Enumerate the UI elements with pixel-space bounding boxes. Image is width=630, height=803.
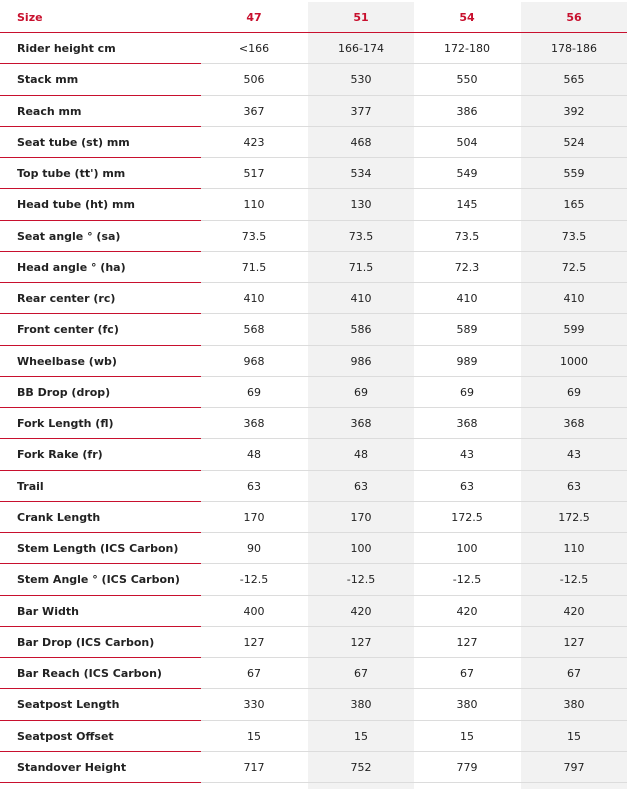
row-value: 73.5 [241, 229, 267, 243]
row-value: 1000 [560, 354, 588, 368]
row-value: 69 [247, 385, 261, 399]
row-value: 549 [456, 167, 478, 180]
row-value: 506 [243, 73, 265, 87]
row-value: 48 [354, 448, 368, 462]
row-value: 410 [350, 292, 372, 305]
table-row [0, 408, 630, 439]
row-label: Seatpost Offset [17, 729, 114, 743]
row-value: 524 [563, 135, 585, 149]
row-value: 568 [243, 323, 265, 337]
row-value: 380 [563, 698, 585, 712]
row-value: 63 [354, 479, 368, 493]
row-value: 48 [247, 448, 261, 462]
row-value: 100 [350, 542, 372, 555]
table-row [0, 658, 630, 689]
row-divider-values [201, 782, 627, 783]
row-label: Front center (fc) [17, 323, 119, 337]
row-label: Stem Angle ° (ICS Carbon) [17, 573, 180, 587]
row-value: 779 [456, 760, 478, 774]
row-value: 166-174 [338, 42, 384, 55]
row-value: 72.5 [561, 260, 587, 274]
row-value: 110 [563, 542, 585, 555]
row-label: Head tube (ht) mm [17, 198, 135, 212]
table-row [0, 314, 630, 345]
row-value: 67 [354, 667, 368, 680]
row-value: 410 [243, 292, 265, 305]
table-row [0, 64, 630, 95]
row-value: 178-186 [551, 42, 597, 55]
table-row [0, 471, 630, 502]
row-value: 550 [456, 73, 478, 87]
row-value: 380 [456, 698, 478, 712]
row-label: Seat tube (st) mm [17, 135, 130, 149]
row-label: Top tube (tt') mm [17, 167, 126, 180]
row-value: 367 [243, 104, 265, 118]
row-label: Trail [17, 479, 44, 493]
row-value: 589 [456, 323, 478, 337]
row-value: 586 [350, 323, 372, 337]
row-value: 752 [350, 760, 372, 774]
row-label: Seat angle ° (sa) [17, 229, 121, 243]
row-value: 100 [456, 542, 478, 555]
row-value: 127 [243, 635, 265, 649]
row-value: 69 [567, 385, 581, 399]
row-value: 420 [563, 604, 585, 618]
table-row [0, 158, 630, 189]
row-value: 517 [243, 167, 265, 180]
row-value: 69 [460, 385, 474, 399]
row-value: 43 [567, 448, 581, 462]
table-row [0, 189, 630, 220]
row-value: 599 [563, 323, 585, 337]
table-row [0, 377, 630, 408]
row-label: Fork Rake (fr) [17, 448, 103, 462]
row-value: 15 [460, 729, 474, 743]
row-value: -12.5 [239, 573, 269, 587]
row-value: <166 [238, 42, 270, 55]
row-value: 377 [350, 104, 372, 118]
row-value: 392 [563, 104, 585, 118]
row-value: -12.5 [559, 573, 589, 587]
row-value: 968 [243, 354, 265, 368]
table-row [0, 721, 630, 752]
table-row [0, 127, 630, 158]
table-row [0, 689, 630, 720]
row-value: 170 [350, 510, 372, 524]
row-label: Seatpost Length [17, 698, 120, 712]
header-size-47: 47 [246, 11, 262, 24]
row-value: 368 [243, 417, 265, 430]
table-header-row [0, 2, 630, 33]
row-value: 400 [243, 604, 265, 618]
table-row [0, 533, 630, 564]
row-value: 71.5 [348, 260, 374, 274]
row-value: 127 [350, 635, 372, 649]
row-value: 43 [460, 448, 474, 462]
row-value: 67 [460, 667, 474, 680]
row-value: 986 [350, 354, 372, 368]
row-value: 145 [456, 198, 478, 212]
row-value: 69 [354, 385, 368, 399]
row-value: 420 [350, 604, 372, 618]
row-value: -12.5 [346, 573, 376, 587]
row-label: Stack mm [17, 73, 79, 87]
row-value: 420 [456, 604, 478, 618]
row-value: 534 [350, 167, 372, 180]
row-label: BB Drop (drop) [17, 385, 111, 399]
row-value: 73.5 [561, 229, 587, 243]
table-row [0, 96, 630, 127]
header-size-51: 51 [353, 11, 369, 24]
table-row [0, 564, 630, 595]
row-label: Head angle ° (ha) [17, 260, 126, 274]
table-row [0, 221, 630, 252]
row-value: 67 [247, 667, 261, 680]
row-value: 717 [243, 760, 265, 774]
row-label: Rider height cm [17, 42, 116, 55]
row-value: -12.5 [452, 573, 482, 587]
row-divider-label [0, 782, 201, 783]
table-row [0, 596, 630, 627]
row-value: 504 [456, 135, 478, 149]
table-row [0, 439, 630, 470]
row-value: 386 [456, 104, 478, 118]
row-value: 127 [456, 635, 478, 649]
row-label: Bar Reach (ICS Carbon) [17, 667, 162, 680]
row-value: 63 [460, 479, 474, 493]
row-value: 15 [354, 729, 368, 743]
row-value: 130 [350, 198, 372, 212]
header-size-56: 56 [566, 11, 582, 24]
row-label: Bar Drop (ICS Carbon) [17, 635, 155, 649]
row-value: 172.5 [451, 510, 483, 524]
row-value: 15 [247, 729, 261, 743]
row-label: Wheelbase (wb) [17, 354, 117, 368]
row-value: 172-180 [444, 42, 490, 55]
table-row [0, 752, 630, 783]
row-value: 565 [563, 73, 585, 87]
row-value: 170 [243, 510, 265, 524]
row-value: 410 [563, 292, 585, 305]
row-value: 530 [350, 73, 372, 87]
row-value: 127 [563, 635, 585, 649]
table-row [0, 252, 630, 283]
row-value: 63 [567, 479, 581, 493]
row-value: 172.5 [558, 510, 590, 524]
row-label: Fork Length (fl) [17, 417, 114, 430]
table-row [0, 502, 630, 533]
row-value: 90 [247, 542, 261, 555]
row-value: 989 [456, 354, 478, 368]
row-value: 797 [563, 760, 585, 774]
row-value: 73.5 [348, 229, 374, 243]
row-value: 71.5 [241, 260, 267, 274]
table-row [0, 627, 630, 658]
row-label: Standover Height [17, 760, 127, 774]
row-value: 67 [567, 667, 581, 680]
row-value: 110 [243, 198, 265, 212]
row-value: 368 [350, 417, 372, 430]
row-value: 559 [563, 167, 585, 180]
table-row [0, 283, 630, 314]
row-value: 72.3 [454, 260, 480, 274]
row-value: 468 [350, 135, 372, 149]
row-value: 330 [243, 698, 265, 712]
row-label: Reach mm [17, 104, 82, 118]
row-label: Stem Length (ICS Carbon) [17, 542, 179, 555]
header-size-label: Size [17, 11, 43, 24]
row-value: 368 [563, 417, 585, 430]
row-label: Rear center (rc) [17, 292, 116, 305]
row-label: Crank Length [17, 510, 101, 524]
row-value: 63 [247, 479, 261, 493]
row-value: 165 [563, 198, 585, 212]
header-size-54: 54 [459, 11, 475, 24]
row-label: Bar Width [17, 604, 79, 618]
row-value: 368 [456, 417, 478, 430]
row-value: 380 [350, 698, 372, 712]
table-row [0, 346, 630, 377]
row-value: 15 [567, 729, 581, 743]
table-row [0, 33, 630, 64]
row-value: 73.5 [454, 229, 480, 243]
row-value: 423 [243, 135, 265, 149]
row-value: 410 [456, 292, 478, 305]
